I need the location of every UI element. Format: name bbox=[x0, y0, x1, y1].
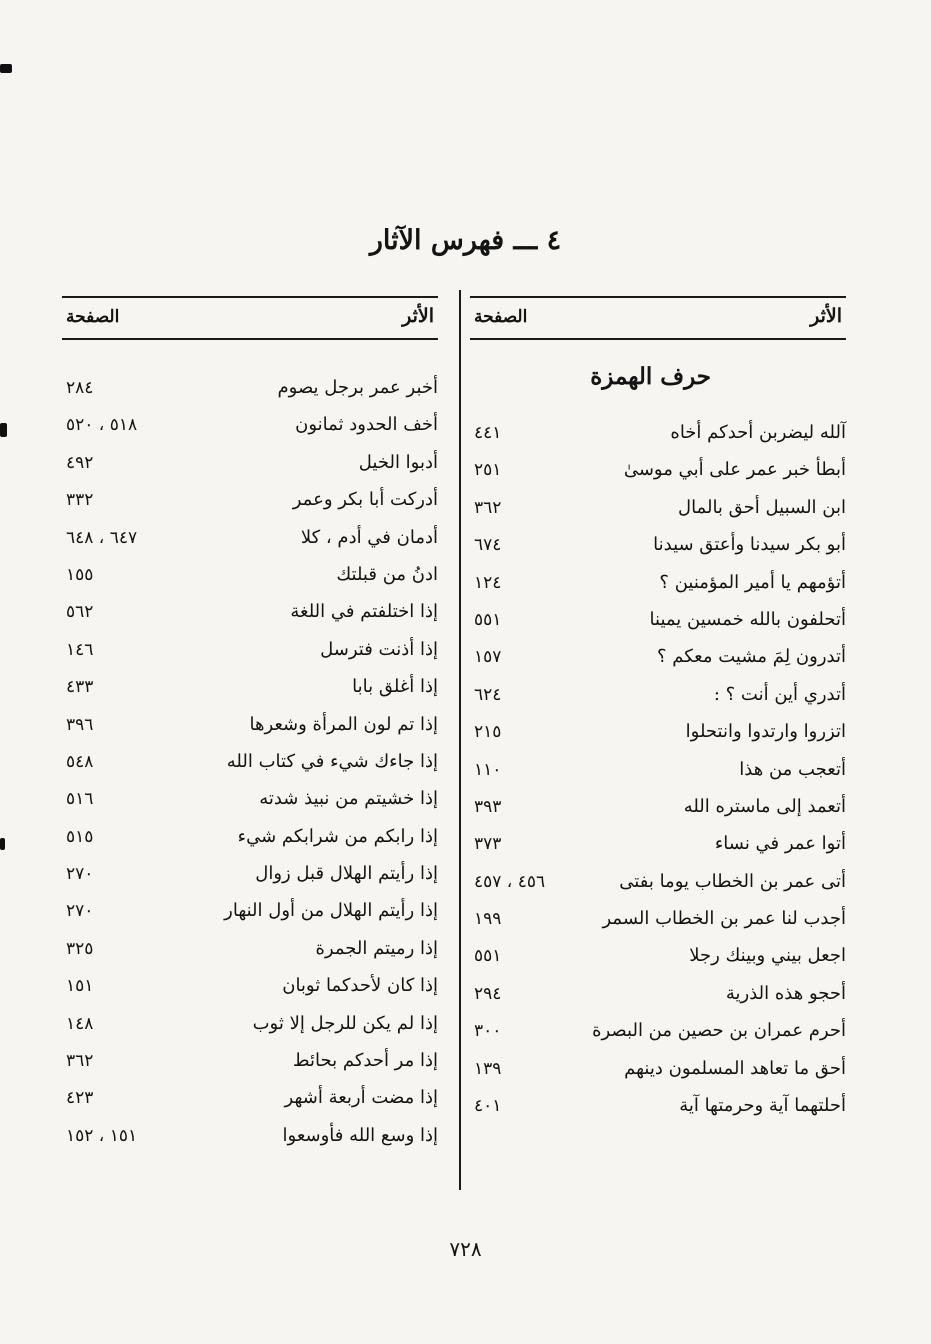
index-entry bbox=[62, 520, 438, 557]
index-entry bbox=[470, 452, 846, 489]
entry-page-numbers: ٣٩٦ bbox=[66, 714, 94, 735]
page-number: ٧٢٨ bbox=[449, 1237, 482, 1261]
entry-text: أبطأ خبر عمر على أبي موسىٰ bbox=[623, 459, 846, 481]
entry-text: أدمان في أدم ، كلا bbox=[300, 526, 438, 548]
index-entry bbox=[470, 415, 846, 452]
entry-text: أخف الحدود ثمانون bbox=[295, 414, 438, 436]
index-entry bbox=[62, 1043, 438, 1080]
index-entry bbox=[470, 789, 846, 826]
index-entry bbox=[470, 976, 846, 1013]
index-entry bbox=[470, 639, 846, 676]
entry-page-numbers: ١٥١ bbox=[66, 976, 94, 997]
index-entry bbox=[470, 864, 846, 901]
entry-text: ادنُ من قبلتك bbox=[336, 563, 438, 585]
header-page-label: الصفحة bbox=[474, 307, 528, 327]
entry-page-numbers: ٦٤٧ ، ٦٤٨ bbox=[66, 527, 138, 548]
index-entry bbox=[62, 557, 438, 594]
index-column-left bbox=[62, 296, 438, 1155]
index-entry bbox=[470, 527, 846, 564]
scan-artifact bbox=[0, 64, 12, 73]
index-entry bbox=[62, 744, 438, 781]
index-entry bbox=[470, 1088, 846, 1125]
entry-page-numbers: ١٥٧ bbox=[474, 647, 502, 668]
index-entry bbox=[62, 968, 438, 1005]
index-entry bbox=[62, 1006, 438, 1043]
entry-list bbox=[62, 370, 438, 1155]
index-entry bbox=[62, 407, 438, 444]
entry-text: إذا رميتم الجمرة bbox=[315, 937, 438, 959]
entry-text: أتعمد إلى ماستره الله bbox=[683, 795, 846, 817]
entry-text: أتحلفون بالله خمسين يمينا bbox=[649, 608, 846, 630]
entry-page-numbers: ١٥٥ bbox=[66, 564, 94, 585]
entry-text: إذا مضت أربعة أشهر bbox=[284, 1087, 438, 1109]
entry-text: أحلتهما آية وحرمتها آية bbox=[679, 1095, 846, 1117]
entry-text: إذا أغلق بابا bbox=[352, 676, 438, 698]
column-header bbox=[62, 296, 438, 340]
entry-text: إذا اختلفتم في اللغة bbox=[290, 601, 438, 623]
entry-page-numbers: ٦٢٤ bbox=[474, 684, 502, 705]
entry-page-numbers: ٥٥١ bbox=[474, 946, 502, 967]
entry-page-numbers: ٦٧٤ bbox=[474, 535, 502, 556]
entry-text: أتى عمر بن الخطاب يوما بفتى bbox=[619, 870, 846, 892]
entry-text: اجعل بيني وبينك رجلا bbox=[689, 945, 846, 967]
entry-text: أخبر عمر برجل يصوم bbox=[277, 377, 438, 398]
entry-page-numbers: ٥٤٨ bbox=[66, 751, 94, 772]
entry-list bbox=[470, 415, 846, 1125]
entry-page-numbers: ٣٢٥ bbox=[66, 938, 94, 959]
entry-page-numbers: ١٤٦ bbox=[66, 639, 94, 660]
entry-text: ابن السبيل أحق بالمال bbox=[677, 496, 846, 518]
entry-page-numbers: ٢٧٠ bbox=[66, 864, 94, 885]
entry-text: أجدب لنا عمر بن الخطاب السمر bbox=[602, 908, 846, 930]
entry-text: أتدرون لِمَ مشيت معكم ؟ bbox=[656, 646, 846, 668]
entry-page-numbers: ٤٤١ bbox=[474, 423, 502, 443]
entry-text: إذا مر أحدكم بحائط bbox=[292, 1050, 438, 1072]
index-entry bbox=[62, 669, 438, 706]
scan-artifact bbox=[0, 838, 5, 850]
index-entry bbox=[470, 752, 846, 789]
entry-text: أدبوا الخيل bbox=[358, 451, 438, 473]
index-entry bbox=[62, 370, 438, 407]
entry-page-numbers: ١٤٨ bbox=[66, 1013, 94, 1034]
entry-page-numbers: ٢٥١ bbox=[474, 460, 502, 481]
entry-page-numbers: ٢٧٠ bbox=[66, 901, 94, 922]
entry-text: أتدري أين أنت ؟ : bbox=[713, 683, 846, 705]
index-entry bbox=[470, 901, 846, 938]
entry-text: أتعجب من هذا bbox=[739, 758, 846, 780]
scan-artifact bbox=[0, 423, 7, 437]
entry-page-numbers: ٥٥١ bbox=[474, 609, 502, 630]
header-page-label: الصفحة bbox=[66, 307, 120, 327]
index-entry bbox=[62, 632, 438, 669]
entry-page-numbers: ١٩٩ bbox=[474, 909, 502, 930]
index-entry bbox=[470, 490, 846, 527]
index-entry bbox=[62, 781, 438, 818]
index-entry bbox=[62, 594, 438, 631]
entry-page-numbers: ٥١٦ bbox=[66, 789, 94, 810]
section-heading: حرف الهمزة bbox=[590, 363, 711, 390]
index-entry bbox=[62, 482, 438, 519]
entry-page-numbers: ١١٠ bbox=[474, 759, 502, 780]
entry-page-numbers: ٢٨٤ bbox=[66, 378, 94, 398]
entry-text: إذا وسع الله فأوسعوا bbox=[282, 1124, 438, 1146]
page-title: ٤ ـــ فهرس الآثار bbox=[369, 225, 562, 256]
entry-text: إذا خشيتم من نبيذ شدته bbox=[259, 788, 438, 810]
entry-text: إذا رابكم من شرابكم شيء bbox=[237, 825, 438, 847]
index-entry bbox=[62, 819, 438, 856]
entry-text: أبو بكر سيدنا وأعتق سيدنا bbox=[653, 534, 846, 556]
index-entry bbox=[470, 826, 846, 863]
index-entry bbox=[62, 707, 438, 744]
entry-page-numbers: ٥١٨ ، ٥٢٠ bbox=[66, 415, 138, 436]
entry-page-numbers: ٥١٥ bbox=[66, 826, 94, 847]
index-entry bbox=[470, 714, 846, 751]
entry-text: أحق ما تعاهد المسلمون دينهم bbox=[624, 1057, 846, 1079]
entry-text: إذا لم يكن للرجل إلا ثوب bbox=[252, 1012, 438, 1034]
entry-text: أدركت أبا بكر وعمر bbox=[292, 489, 438, 511]
index-entry bbox=[62, 893, 438, 930]
index-entry bbox=[62, 931, 438, 968]
entry-page-numbers: ١٢٤ bbox=[474, 572, 502, 593]
index-entry bbox=[470, 602, 846, 639]
entry-page-numbers: ٤٠١ bbox=[474, 1096, 502, 1117]
entry-page-numbers: ١٣٩ bbox=[474, 1058, 502, 1079]
entry-page-numbers: ٤٢٣ bbox=[66, 1088, 94, 1109]
index-entry bbox=[470, 1013, 846, 1050]
entry-page-numbers: ٢١٥ bbox=[474, 722, 502, 743]
column-divider bbox=[459, 290, 461, 1190]
entry-page-numbers: ٣٠٠ bbox=[474, 1021, 502, 1042]
index-entry bbox=[470, 938, 846, 975]
entry-text: إذا جاءك شيء في كتاب الله bbox=[226, 750, 438, 772]
entry-text: أحجو هذه الذرية bbox=[725, 982, 846, 1004]
header-text-label: الأثر bbox=[402, 305, 434, 327]
entry-text: أحرم عمران بن حصين من البصرة bbox=[592, 1020, 846, 1042]
header-text-label: الأثر bbox=[810, 305, 842, 327]
entry-page-numbers: ٤٥٦ ، ٤٥٧ bbox=[474, 871, 546, 892]
entry-text: آلله ليضربن أحدكم أخاه bbox=[670, 422, 846, 443]
entry-text: إذا أذنت فترسل bbox=[320, 638, 438, 660]
entry-text: أتوا عمر في نساء bbox=[714, 833, 846, 855]
index-entry bbox=[62, 856, 438, 893]
index-entry bbox=[470, 677, 846, 714]
entry-text: إذا رأيتم الهلال قبل زوال bbox=[255, 863, 438, 885]
column-header bbox=[470, 296, 846, 340]
entry-text: إذا تم لون المرأة وشعرها bbox=[249, 713, 438, 735]
index-entry bbox=[470, 565, 846, 602]
entry-page-numbers: ٣٦٢ bbox=[474, 497, 502, 518]
entry-page-numbers: ٣٦٢ bbox=[66, 1051, 94, 1072]
entry-page-numbers: ٤٩٢ bbox=[66, 452, 94, 473]
index-entry bbox=[62, 1080, 438, 1117]
index-column-right bbox=[470, 296, 846, 1125]
entry-page-numbers: ٢٩٤ bbox=[474, 983, 502, 1004]
index-entry bbox=[62, 1118, 438, 1155]
entry-text: إذا كان لأحدكما ثوبان bbox=[282, 975, 438, 997]
entry-page-numbers: ٤٣٣ bbox=[66, 677, 94, 698]
entry-page-numbers: ١٥١ ، ١٥٢ bbox=[66, 1125, 138, 1146]
entry-text: اتزروا وارتدوا وانتحلوا bbox=[685, 721, 846, 743]
entry-text: أتؤمهم يا أمير المؤمنين ؟ bbox=[659, 571, 846, 593]
entry-page-numbers: ٣٣٢ bbox=[66, 490, 94, 511]
entry-page-numbers: ٣٧٣ bbox=[474, 834, 502, 855]
index-entry bbox=[62, 445, 438, 482]
entry-page-numbers: ٥٦٢ bbox=[66, 602, 94, 623]
entry-text: إذا رأيتم الهلال من أول النهار bbox=[224, 900, 438, 922]
entry-page-numbers: ٣٩٣ bbox=[474, 796, 502, 817]
index-entry bbox=[470, 1051, 846, 1088]
